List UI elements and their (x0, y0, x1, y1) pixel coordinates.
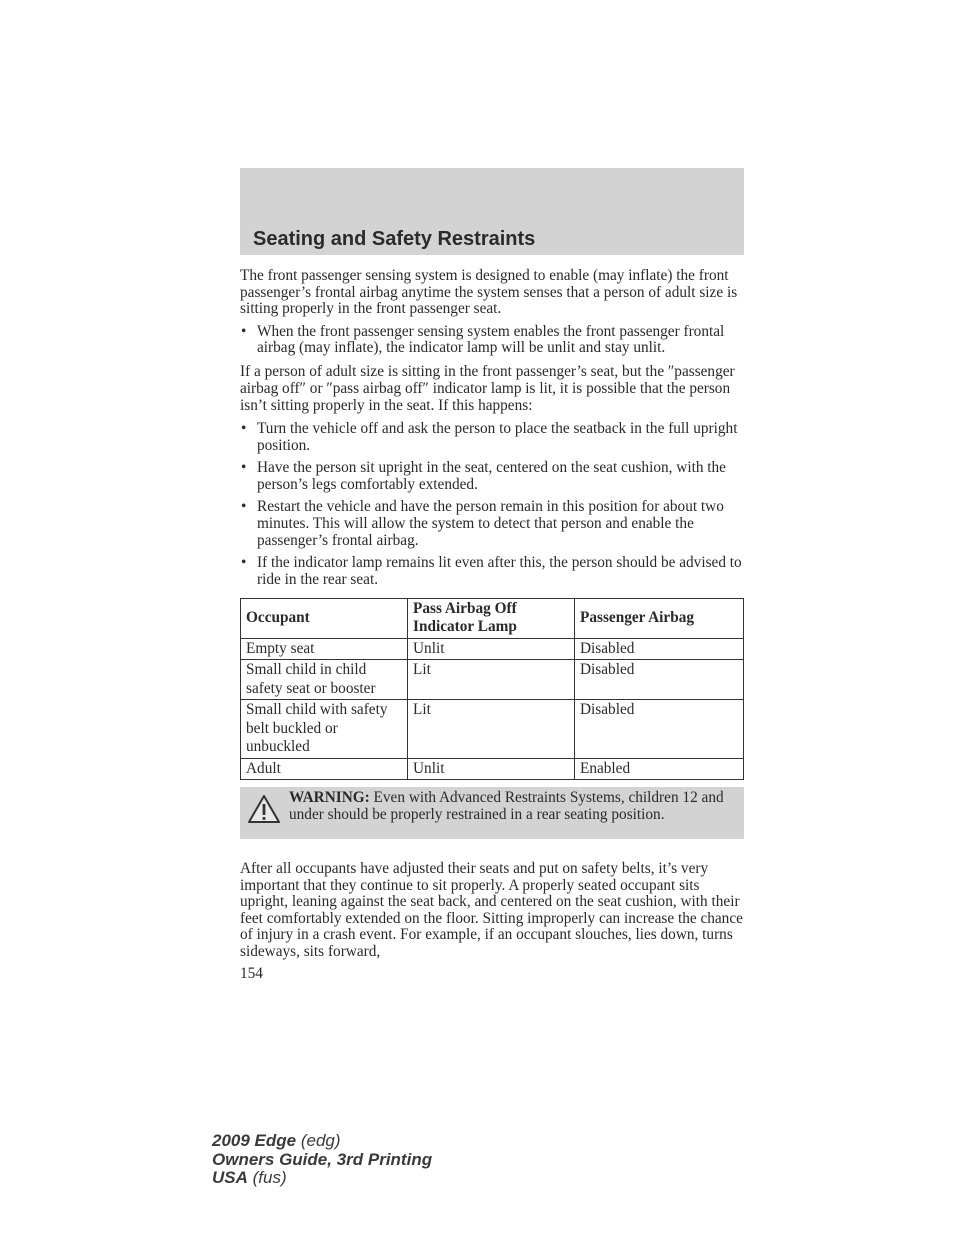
list-item (240, 420, 744, 454)
warning-text (247, 790, 736, 823)
table-cell: Small child in child safety seat or booster (241, 660, 408, 700)
warning-triangle-icon (247, 794, 281, 824)
table-cell: Empty seat (241, 638, 408, 660)
bullet-icon: • (241, 553, 247, 571)
list-item-text: If the indicator lamp remains lit even after this, the person should be advised to ride in the rear seat. (257, 553, 742, 588)
footer-model: 2009 Edge (212, 1131, 297, 1150)
table-row (241, 700, 744, 759)
table-cell: Unlit (408, 638, 575, 660)
table-cell: Disabled (575, 700, 744, 759)
list-item (240, 498, 744, 549)
table-cell: Lit (408, 700, 575, 759)
table-cell: Adult (241, 758, 408, 780)
section-header-band (240, 168, 744, 255)
occupant-airbag-table (240, 598, 744, 781)
table-cell: Lit (408, 660, 575, 700)
page-content (240, 268, 744, 983)
condition-paragraph: If a person of adult size is sitting in the front passenger’s seat, but the ″passenger airbag off″ or ″pass airbag off″ indicator lamp is lit, it is possible that the person isn’t sitting properly in the seat. If this happens: (240, 362, 735, 414)
column-header-passenger-airbag: Passenger Airbag (575, 598, 744, 638)
warning-body: Even with Advanced Restraints Systems, children 12 and under should be properly restrained in a rear seating position. (289, 789, 724, 823)
table-row (241, 758, 744, 780)
list-item (240, 324, 744, 357)
column-header-indicator-lamp: Pass Airbag Off Indicator Lamp (408, 598, 575, 638)
page-number: 154 (240, 965, 263, 982)
footer-guide: Owners Guide, 3rd Printing (212, 1149, 433, 1169)
table-header-row (241, 598, 744, 638)
footer-guide-line (212, 1151, 432, 1170)
list-item-text: Have the person sit upright in the seat, centered on the seat cushion, with the person’s legs comfortably extended. (257, 458, 726, 493)
table-cell: Disabled (575, 660, 744, 700)
warning-box (240, 787, 744, 839)
table-cell: Enabled (575, 758, 744, 780)
table-cell: Small child with safety belt buckled or unbuckled (241, 700, 408, 759)
footer-market-line (212, 1169, 432, 1188)
bullet-list-2 (240, 420, 744, 588)
footer-market: USA (212, 1168, 248, 1187)
document-footer (212, 1132, 432, 1188)
table-cell: Unlit (408, 758, 575, 780)
table-cell: Disabled (575, 638, 744, 660)
table-row (241, 638, 744, 660)
table-row (241, 660, 744, 700)
intro-paragraph: The front passenger sensing system is designed to enable (may inflate) the front passenger’s frontal airbag anytime the system senses that a person of adult size is sitting properly in the front passenger seat. (240, 267, 738, 317)
list-item (240, 459, 744, 493)
closing-paragraph: After all occupants have adjusted their seats and put on safety belts, it’s very important that they continue to sit properly. A properly seated occupant sits upright, leaning against the seat back, and centered on the seat cushion, with their feet comfortably extended on the floor. Sitting improperly can increase the chance of injury in a crash event. For example, if an occupant slouches, lies down, turns sideways, sits forward, (240, 860, 743, 960)
list-item-text: Restart the vehicle and have the person remain in this position for about two minutes. This will allow the system to detect that person and enable the passenger’s frontal airbag. (257, 497, 724, 549)
footer-model-line (212, 1132, 432, 1151)
column-header-occupant: Occupant (241, 598, 408, 638)
section-title: Seating and Safety Restraints (253, 228, 536, 250)
bullet-icon: • (241, 419, 247, 437)
bullet-icon: • (241, 458, 247, 476)
list-item-text: Turn the vehicle off and ask the person to place the seatback in the full upright position. (257, 419, 738, 454)
footer-market-code: (fus) (247, 1168, 287, 1187)
bullet-icon: • (241, 322, 247, 340)
warning-label: WARNING: (289, 789, 370, 806)
list-item (240, 554, 744, 588)
bullet-icon: • (241, 497, 247, 515)
bullet-list-1 (240, 324, 744, 357)
list-item-text: When the front passenger sensing system enables the front passenger frontal airbag (may inflate), the indicator lamp will be unlit and stay unlit. (257, 322, 725, 356)
footer-model-code: (edg) (296, 1131, 341, 1150)
